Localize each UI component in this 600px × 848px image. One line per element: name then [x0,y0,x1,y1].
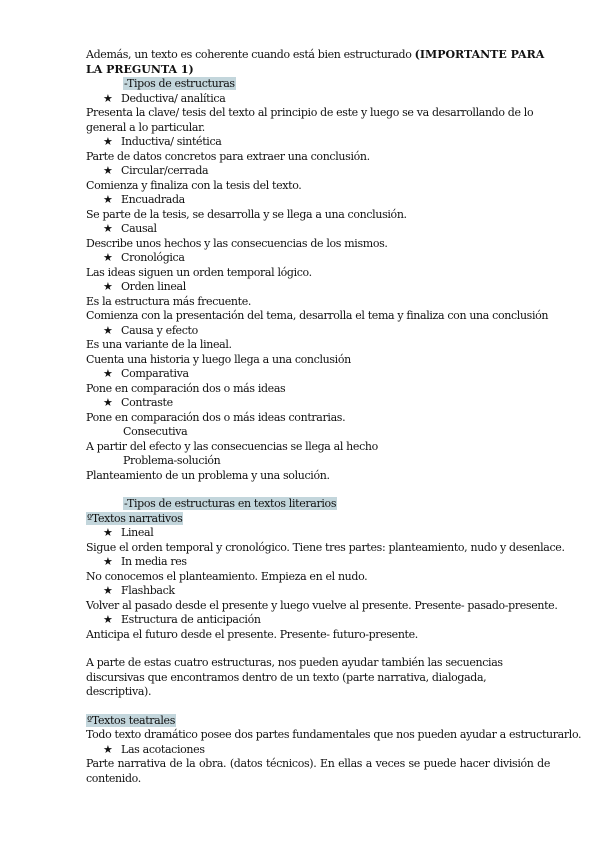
item-description: A partir del efecto y las consecuencias se llega al hecho [86,439,378,453]
list-item: ★ In media res [103,555,187,568]
list-item: ★ Orden lineal [103,280,186,293]
item-description: Parte de datos concretos para extraer una conclusión. [86,149,370,163]
important-note: (IMPORTANTE PARA LA PREGUNTA 1) [86,48,545,76]
list-item: ★ Cronológica [103,251,185,264]
list-item-plain: Problema-solución [123,454,221,467]
item-description: Cuenta una historia y luego llega a una conclusión [86,352,351,366]
star-bullet-icon: ★ [103,251,113,264]
list-item: ★ Causa y efecto [103,323,198,337]
item-description: Pone en comparación dos o más ideas contrarias. [86,410,346,424]
list-item: ★ Contraste [103,396,173,409]
section1-heading: -Tipos de estructuras [124,77,235,90]
star-bullet-icon: ★ [103,526,113,539]
star-bullet-icon: ★ [103,222,113,235]
list-item: ★ Encuadrada [103,193,185,206]
star-bullet-icon: ★ [103,135,113,148]
item-description: Es una variante de la lineal. [86,338,232,351]
section2-heading: -Tipos de estructuras en textos literarios [124,497,337,510]
item-description: Parte narrativa de la obra. (datos técnicos). En ellas a veces se puede hacer división de contenido. [86,757,550,785]
list-item: ★ Flashback [103,584,175,597]
star-bullet-icon: ★ [103,555,113,568]
subsection-heading: ºTextos narrativos [87,511,183,525]
star-bullet-icon: ★ [103,584,113,597]
star-bullet-icon: ★ [103,323,113,337]
item-description: Describe unos hechos y las consecuencias de los mismos. [86,236,388,250]
star-bullet-icon: ★ [103,367,113,380]
section2-note: A parte de estas cuatro estructuras, nos pueden ayudar también las secuencias discursivas que encontramos dentro de un texto (parte narrativa, dialogada, descriptiva). [86,656,503,698]
item-description: Es la estructura más frecuente. [86,294,252,308]
item-description: Planteamiento de un problema y una solución. [86,468,330,482]
star-bullet-icon: ★ [103,613,113,626]
list-item: ★ Deductiva/ analítica [103,91,226,105]
item-description: Las ideas siguen un orden temporal lógico. [86,265,312,279]
star-bullet-icon: ★ [103,742,113,756]
section3-intro: Todo texto dramático posee dos partes fundamentales que nos pueden ayudar a estructurarlo. [86,728,582,741]
list-item: ★ Inductiva/ sintética [103,135,222,148]
item-description: Anticipa el futuro desde el presente. Presente- futuro-presente. [86,627,418,641]
star-bullet-icon: ★ [103,193,113,206]
item-description: Comienza con la presentación del tema, desarrolla el tema y finaliza con una conclusión [86,309,549,322]
list-item: ★ Comparativa [103,367,189,380]
item-description: Volver al pasado desde el presente y luego vuelve al presente. Presente- pasado-presente. [86,598,558,612]
intro-paragraph [86,48,550,77]
subsection-heading: ºTextos teatrales [87,713,176,727]
item-description: Sigue el orden temporal y cronológico. Tiene tres partes: planteamiento, nudo y desenlace. [86,540,565,554]
item-description: Comienza y finaliza con la tesis del texto. [86,178,302,192]
list-item: ★ Las acotaciones [103,742,205,756]
intro-text: Además, un texto es coherente cuando está bien estructurado [86,48,415,61]
list-item: ★ Causal [103,222,157,235]
list-item: ★ Lineal [103,526,154,539]
star-bullet-icon: ★ [103,91,113,105]
item-description: Se parte de la tesis, se desarrolla y se llega a una conclusión. [86,207,407,221]
document-page [86,48,582,786]
star-bullet-icon: ★ [103,396,113,409]
star-bullet-icon: ★ [103,280,113,293]
star-bullet-icon: ★ [103,164,113,177]
list-item: ★ Estructura de anticipación [103,613,261,626]
item-description: No conocemos el planteamiento. Empieza en el nudo. [86,569,368,583]
item-description: Pone en comparación dos o más ideas [86,381,286,395]
item-description: Presenta la clave/ tesis del texto al principio de este y luego se va desarrollando de lo general a lo particular. [86,106,534,134]
list-item: ★ Circular/cerrada [103,164,209,177]
list-item-plain: Consecutiva [123,425,188,438]
